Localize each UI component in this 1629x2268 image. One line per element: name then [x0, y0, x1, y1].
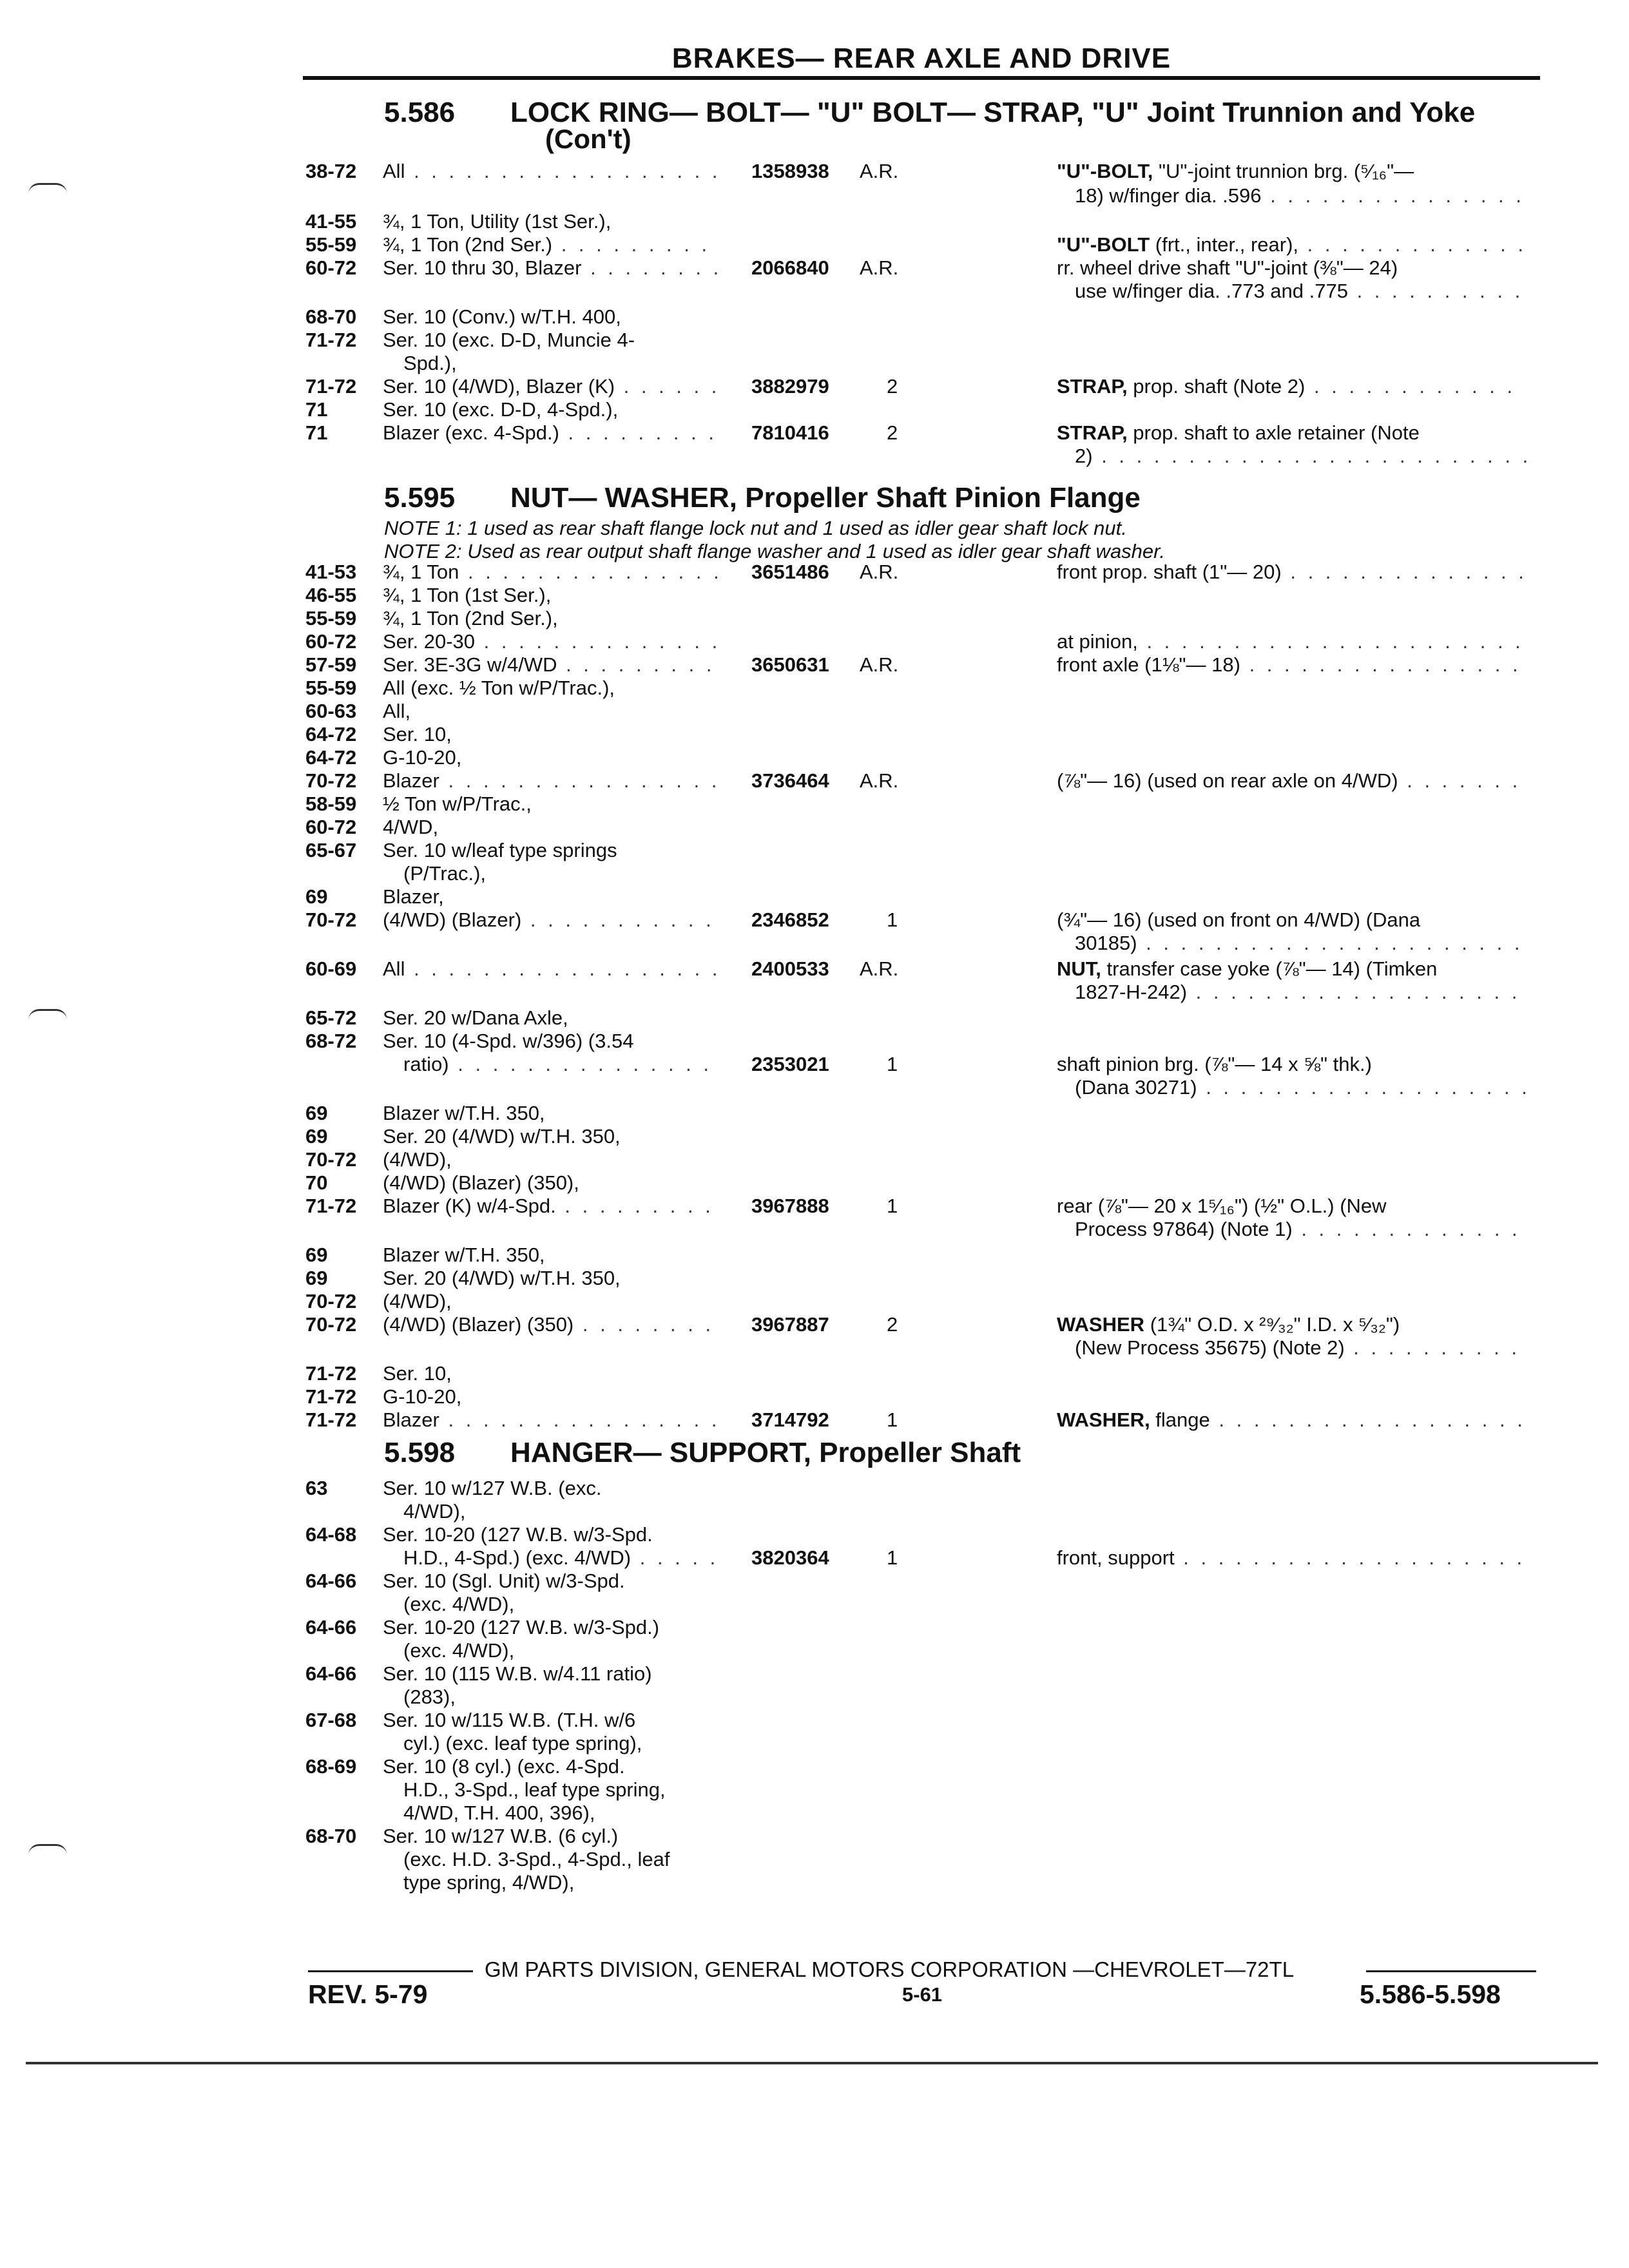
part-description: NUT, transfer case yoke (⅞"— 14) (Timken	[1057, 957, 1438, 980]
application-description: (P/Trac.),	[403, 862, 487, 885]
dot-leader: . . . . . . . . . . . . . . .	[448, 1053, 713, 1075]
quantity: A.R.	[860, 160, 899, 182]
application-description: Ser. 10 w/127 W.B. (6 cyl.)	[383, 1825, 619, 1847]
section-5595-note-2: NOTE 2: Used as rear output shaft flange washer and 1 used as idler gear shaft washer.	[384, 540, 1165, 562]
year-range: 68-72	[305, 1030, 357, 1052]
year-range: 64-68	[305, 1523, 357, 1546]
application-description: Ser. 20-30 . . . . . . . . . . . . . .	[383, 630, 721, 653]
part-number: 3882979	[751, 375, 829, 398]
dot-leader: . . . . . . . . . . . . . . .	[459, 561, 722, 583]
application-description: All,	[383, 700, 411, 722]
part-description: 1827-H-242) . . . . . . . . . . . . . . . . . . .	[1075, 981, 1521, 1003]
footer-rule-left	[308, 1970, 473, 1972]
dot-leader: . . . . . . . . .	[552, 233, 711, 256]
part-description: WASHER (1¾" O.D. x ²⁹⁄₃₂" I.D. x ⁵⁄₃₂")	[1057, 1313, 1400, 1336]
application-description: (4/WD) (Blazer) (350),	[383, 1171, 579, 1194]
application-description: ¾, 1 Ton . . . . . . . . . . . . . . .	[383, 561, 722, 583]
application-description: Ser. 10 (exc. D-D, 4-Spd.),	[383, 398, 619, 421]
quantity: 2	[887, 421, 898, 444]
application-description: Blazer . . . . . . . . . . . . . . . .	[383, 1408, 720, 1431]
section-5598-title: HANGER— SUPPORT, Propeller Shaft	[510, 1437, 1021, 1468]
part-description: (⅞"— 16) (used on rear axle on 4/WD) . . . . . . .	[1057, 769, 1521, 792]
section-5586-number: 5.586	[384, 97, 456, 128]
year-range: 60-72	[305, 630, 357, 653]
part-number: 1358938	[751, 160, 829, 182]
binder-hole-mark	[28, 183, 67, 194]
part-number: 3820364	[751, 1546, 829, 1569]
dot-leader: . . . . . . . . .	[559, 421, 717, 444]
application-description: Ser. 10 (8 cyl.) (exc. 4-Spd.	[383, 1755, 625, 1778]
dot-leader: . . . . . . . . . .	[1347, 280, 1524, 302]
application-description: Blazer (K) w/4-Spd. . . . . . . . . .	[383, 1195, 714, 1217]
application-description: Blazer . . . . . . . . . . . . . . . .	[383, 769, 720, 792]
footer-section-range: 5.586-5.598	[1360, 1979, 1501, 2009]
dot-leader: . . . . . . . . . . . .	[1305, 375, 1516, 398]
page-header-title: BRAKES— REAR AXLE AND DRIVE	[671, 43, 1171, 74]
dot-leader: . . . . . . . . . . . . . . . . . . . .	[1174, 1546, 1526, 1569]
footer-revision: REV. 5-79	[308, 1979, 428, 2009]
dot-leader: . . . . . . . . . . . . . .	[475, 630, 721, 653]
application-description: ¾, 1 Ton (2nd Ser.),	[383, 607, 558, 629]
application-description: type spring, 4/WD),	[403, 1871, 575, 1894]
dot-leader: . . . . . . . . . . . . . . . .	[439, 769, 720, 792]
part-description: shaft pinion brg. (⅞"— 14 x ⅝" thk.)	[1057, 1053, 1372, 1075]
dot-leader: . . . . . . . . . . . . . . . . . . .	[1197, 1076, 1530, 1099]
part-description: STRAP, prop. shaft to axle retainer (Note	[1057, 421, 1420, 444]
quantity: 1	[887, 1408, 898, 1431]
dot-leader: . . . . . . . . . . . . . . . .	[439, 1408, 720, 1431]
year-range: 41-55	[305, 210, 357, 233]
application-description: Ser. 10-20 (127 W.B. w/3-Spd.)	[383, 1616, 660, 1639]
year-range: 67-68	[305, 1709, 357, 1731]
application-description: Ser. 10 (4-Spd. w/396) (3.54	[383, 1030, 634, 1052]
year-range: 64-66	[305, 1662, 357, 1685]
application-description: (exc. 4/WD),	[403, 1639, 515, 1662]
year-range: 71-72	[305, 1408, 357, 1431]
part-description: (¾"— 16) (used on front on 4/WD) (Dana	[1057, 908, 1421, 931]
year-range: 63	[305, 1477, 328, 1499]
year-range: 55-59	[305, 233, 357, 256]
application-description: Ser. 10 thru 30, Blazer . . . . . . . .	[383, 256, 722, 279]
year-range: 60-72	[305, 256, 357, 279]
year-range: 70-72	[305, 908, 357, 931]
application-description: H.D., 3-Spd., leaf type spring,	[403, 1778, 666, 1801]
application-description: Ser. 10 w/127 W.B. (exc.	[383, 1477, 602, 1499]
year-range: 64-72	[305, 723, 357, 745]
application-description: Ser. 10-20 (127 W.B. w/3-Spd.	[383, 1523, 653, 1546]
year-range: 65-67	[305, 839, 357, 861]
application-description: Blazer,	[383, 885, 444, 908]
application-description: Ser. 10,	[383, 723, 452, 745]
year-range: 70	[305, 1171, 328, 1194]
year-range: 38-72	[305, 160, 357, 182]
application-description: Ser. 10 (Sgl. Unit) w/3-Spd.	[383, 1570, 625, 1592]
application-description: ratio) . . . . . . . . . . . . . . .	[403, 1053, 713, 1075]
year-range: 60-69	[305, 957, 357, 980]
year-range: 46-55	[305, 584, 357, 606]
year-range: 68-70	[305, 1825, 357, 1847]
dot-leader: . . . . . . . . . . . . . . . . . . . . . .	[1137, 630, 1524, 653]
part-description: rr. wheel drive shaft "U"-joint (⅜"— 24)	[1057, 256, 1398, 279]
part-number: 3967888	[751, 1195, 829, 1217]
part-number: 3650631	[751, 653, 829, 676]
application-description: 4/WD),	[403, 1500, 466, 1523]
application-description: Ser. 20 (4/WD) w/T.H. 350,	[383, 1125, 621, 1148]
year-range: 57-59	[305, 653, 357, 676]
application-description: Ser. 10 w/leaf type springs	[383, 839, 617, 861]
header-rule	[303, 76, 1540, 80]
year-range: 55-59	[305, 677, 357, 699]
application-description: cyl.) (exc. leaf type spring),	[403, 1732, 642, 1754]
year-range: 55-59	[305, 607, 357, 629]
part-description: front prop. shaft (1"— 20) . . . . . . . . . . . . . .	[1057, 561, 1527, 583]
year-range: 68-70	[305, 305, 357, 328]
part-description: 2) . . . . . . . . . . . . . . . . . . . . . . . . .	[1075, 445, 1532, 467]
part-number: 3967887	[751, 1313, 829, 1336]
year-range: 71	[305, 398, 328, 421]
application-description: Blazer (exc. 4-Spd.) . . . . . . . . .	[383, 421, 717, 444]
year-range: 69	[305, 885, 328, 908]
part-number: 3736464	[751, 769, 829, 792]
part-description: (New Process 35675) (Note 2) . . . . . . . . . .	[1075, 1336, 1520, 1359]
part-description: "U"-BOLT (frt., inter., rear), . . . . . . . . . . . . .	[1057, 233, 1527, 256]
quantity: A.R.	[860, 561, 899, 583]
section-5586-title: LOCK RING— BOLT— "U" BOLT— STRAP, "U" Joint Trunnion and Yoke	[510, 97, 1476, 128]
part-description: use w/finger dia. .773 and .775 . . . . . . . . . .	[1075, 280, 1524, 302]
application-description: All . . . . . . . . . . . . . . . . . .	[383, 160, 721, 182]
part-description: front axle (1⅛"— 18) . . . . . . . . . . . . . . . .	[1057, 653, 1521, 676]
binder-hole-mark	[28, 1009, 67, 1020]
application-description: (4/WD),	[383, 1148, 452, 1171]
dot-leader: . . . . . . . . . .	[1344, 1336, 1520, 1359]
year-range: 71-72	[305, 1362, 357, 1385]
section-5595-title: NUT— WASHER, Propeller Shaft Pinion Flange	[510, 482, 1141, 514]
part-number: 7810416	[751, 421, 829, 444]
year-range: 41-53	[305, 561, 357, 583]
application-description: Ser. 10 w/115 W.B. (T.H. w/6	[383, 1709, 636, 1731]
application-description: All (exc. ½ Ton w/P/Trac.),	[383, 677, 615, 699]
year-range: 69	[305, 1244, 328, 1266]
year-range: 70-72	[305, 1148, 357, 1171]
dot-leader: . . . . . . . . . . . . . .	[1281, 561, 1527, 583]
part-description: at pinion, . . . . . . . . . . . . . . . . . . . . . .	[1057, 630, 1524, 653]
application-description: ¾, 1 Ton (1st Ser.),	[383, 584, 552, 606]
dot-leader: . . . . . . . . . . . . . . . . . . . . . .	[1137, 932, 1523, 954]
application-description: (4/WD),	[383, 1290, 452, 1312]
part-description: "U"-BOLT, "U"-joint trunnion brg. (⁵⁄₁₆"—	[1057, 160, 1414, 182]
dot-leader: . . . . .	[631, 1546, 719, 1569]
year-range: 70-72	[305, 769, 357, 792]
part-description: STRAP, prop. shaft (Note 2) . . . . . . . . . . . .	[1057, 375, 1516, 398]
quantity: A.R.	[860, 769, 899, 792]
application-description: Ser. 10 (115 W.B. w/4.11 ratio)	[383, 1662, 652, 1685]
section-5598-number: 5.598	[384, 1437, 456, 1468]
year-range: 68-69	[305, 1755, 357, 1778]
part-number: 2353021	[751, 1053, 829, 1075]
binder-hole-mark	[28, 1844, 67, 1855]
section-5595-note-1: NOTE 1: 1 used as rear shaft flange lock nut and 1 used as idler gear shaft lock nut.	[384, 517, 1127, 539]
year-range: 70-72	[305, 1290, 357, 1312]
application-description: (4/WD) (Blazer) (350) . . . . . . . .	[383, 1313, 715, 1336]
page-bottom-rule	[26, 2062, 1598, 2064]
dot-leader: . . . . . . . .	[574, 1313, 715, 1336]
year-range: 70-72	[305, 1313, 357, 1336]
dot-leader: . . . . . .	[615, 375, 720, 398]
dot-leader: . . . . . . . . . . . . . . . . . .	[405, 957, 721, 980]
part-number: 2346852	[751, 908, 829, 931]
year-range: 64-66	[305, 1570, 357, 1592]
quantity: 1	[887, 1195, 898, 1217]
application-description: Blazer w/T.H. 350,	[383, 1102, 545, 1124]
application-description: G-10-20,	[383, 1385, 462, 1408]
part-number: 2400533	[751, 957, 829, 980]
application-description: Spd.),	[403, 352, 457, 374]
year-range: 69	[305, 1102, 328, 1124]
application-description: Ser. 20 w/Dana Axle,	[383, 1006, 568, 1029]
section-5595-number: 5.595	[384, 482, 456, 514]
application-description: H.D., 4-Spd.) (exc. 4/WD) . . . . .	[403, 1546, 719, 1569]
application-description: ¾, 1 Ton, Utility (1st Ser.),	[383, 210, 612, 233]
year-range: 71	[305, 421, 328, 444]
dot-leader: . . . . . . . . . . . . .	[1292, 1218, 1521, 1240]
dot-leader: . . . . . . . . .	[557, 653, 715, 676]
part-description: WASHER, flange . . . . . . . . . . . . . . . . . .	[1057, 1408, 1526, 1431]
quantity: A.R.	[860, 653, 899, 676]
part-number: 3714792	[751, 1408, 829, 1431]
application-description: Ser. 3E-3G w/4/WD . . . . . . . . .	[383, 653, 715, 676]
quantity: A.R.	[860, 256, 899, 279]
application-description: Ser. 10,	[383, 1362, 452, 1385]
application-description: Ser. 10 (Conv.) w/T.H. 400,	[383, 305, 621, 328]
year-range: 71-72	[305, 375, 357, 398]
year-range: 58-59	[305, 793, 357, 815]
dot-leader: . . . . . . . .	[581, 256, 722, 279]
part-description: front, support . . . . . . . . . . . . . . . . . . . .	[1057, 1546, 1526, 1569]
year-range: 69	[305, 1125, 328, 1148]
application-description: (exc. H.D. 3-Spd., 4-Spd., leaf	[403, 1848, 670, 1870]
quantity: 2	[887, 375, 898, 398]
year-range: 65-72	[305, 1006, 357, 1029]
year-range: 64-66	[305, 1616, 357, 1639]
year-range: 71-72	[305, 329, 357, 351]
application-description: All . . . . . . . . . . . . . . . . . .	[383, 957, 721, 980]
application-description: Ser. 20 (4/WD) w/T.H. 350,	[383, 1267, 621, 1289]
year-range: 69	[305, 1267, 328, 1289]
quantity: A.R.	[860, 957, 899, 980]
application-description: 4/WD, T.H. 400, 396),	[403, 1802, 595, 1824]
application-description: Blazer w/T.H. 350,	[383, 1244, 545, 1266]
quantity: 1	[887, 1053, 898, 1075]
application-description: ½ Ton w/P/Trac.,	[383, 793, 532, 815]
footer-page-number: 5-61	[902, 1983, 943, 2006]
year-range: 60-72	[305, 816, 357, 838]
part-number: 3651486	[751, 561, 829, 583]
dot-leader: . . . . . . . . . . . . . . . . . . .	[1187, 981, 1521, 1003]
application-description: 4/WD,	[383, 816, 439, 838]
dot-leader: . . . . . . . . . . . . .	[1298, 233, 1527, 256]
section-5586-subtitle: (Con't)	[545, 124, 631, 154]
year-range: 64-72	[305, 746, 357, 769]
application-description: (4/WD) (Blazer) . . . . . . . . . . .	[383, 908, 715, 931]
part-description: 18) w/finger dia. .596 . . . . . . . . . . . . . . .	[1075, 184, 1525, 207]
dot-leader: . . . . . . .	[1398, 769, 1521, 792]
dot-leader: . . . . . . . . . . . . . . . .	[1240, 653, 1521, 676]
dot-leader: . . . . . . . . .	[555, 1195, 714, 1217]
part-description: rear (⅞"— 20 x 1⁵⁄₁₆") (½" O.L.) (New	[1057, 1195, 1387, 1217]
part-description: (Dana 30271) . . . . . . . . . . . . . . . . . . .	[1075, 1076, 1530, 1099]
application-description: G-10-20,	[383, 746, 462, 769]
application-description: Ser. 10 (exc. D-D, Muncie 4-	[383, 329, 635, 351]
application-description: ¾, 1 Ton (2nd Ser.) . . . . . . . . .	[383, 233, 711, 256]
footer-publisher: GM PARTS DIVISION, GENERAL MOTORS CORPORATION —CHEVROLET—72TL	[485, 1957, 1295, 1981]
dot-leader: . . . . . . . . . . . . . . . . . . . . . . . . .	[1092, 445, 1532, 467]
part-number: 2066840	[751, 256, 829, 279]
quantity: 1	[887, 908, 898, 931]
application-description: Ser. 10 (4/WD), Blazer (K) . . . . . .	[383, 375, 720, 398]
quantity: 2	[887, 1313, 898, 1336]
year-range: 60-63	[305, 700, 357, 722]
quantity: 1	[887, 1546, 898, 1569]
year-range: 71-72	[305, 1385, 357, 1408]
footer-rule-right	[1366, 1970, 1536, 1972]
part-description: 30185) . . . . . . . . . . . . . . . . . . . . . .	[1075, 932, 1523, 954]
application-description: (283),	[403, 1686, 456, 1708]
part-description: Process 97864) (Note 1) . . . . . . . . . . . . .	[1075, 1218, 1521, 1240]
dot-leader: . . . . . . . . . . .	[521, 908, 715, 931]
dot-leader: . . . . . . . . . . . . . . . . . .	[1210, 1408, 1526, 1431]
application-description: (exc. 4/WD),	[403, 1593, 515, 1615]
dot-leader: . . . . . . . . . . . . . . .	[1261, 184, 1525, 207]
year-range: 71-72	[305, 1195, 357, 1217]
dot-leader: . . . . . . . . . . . . . . . . . .	[405, 160, 721, 182]
